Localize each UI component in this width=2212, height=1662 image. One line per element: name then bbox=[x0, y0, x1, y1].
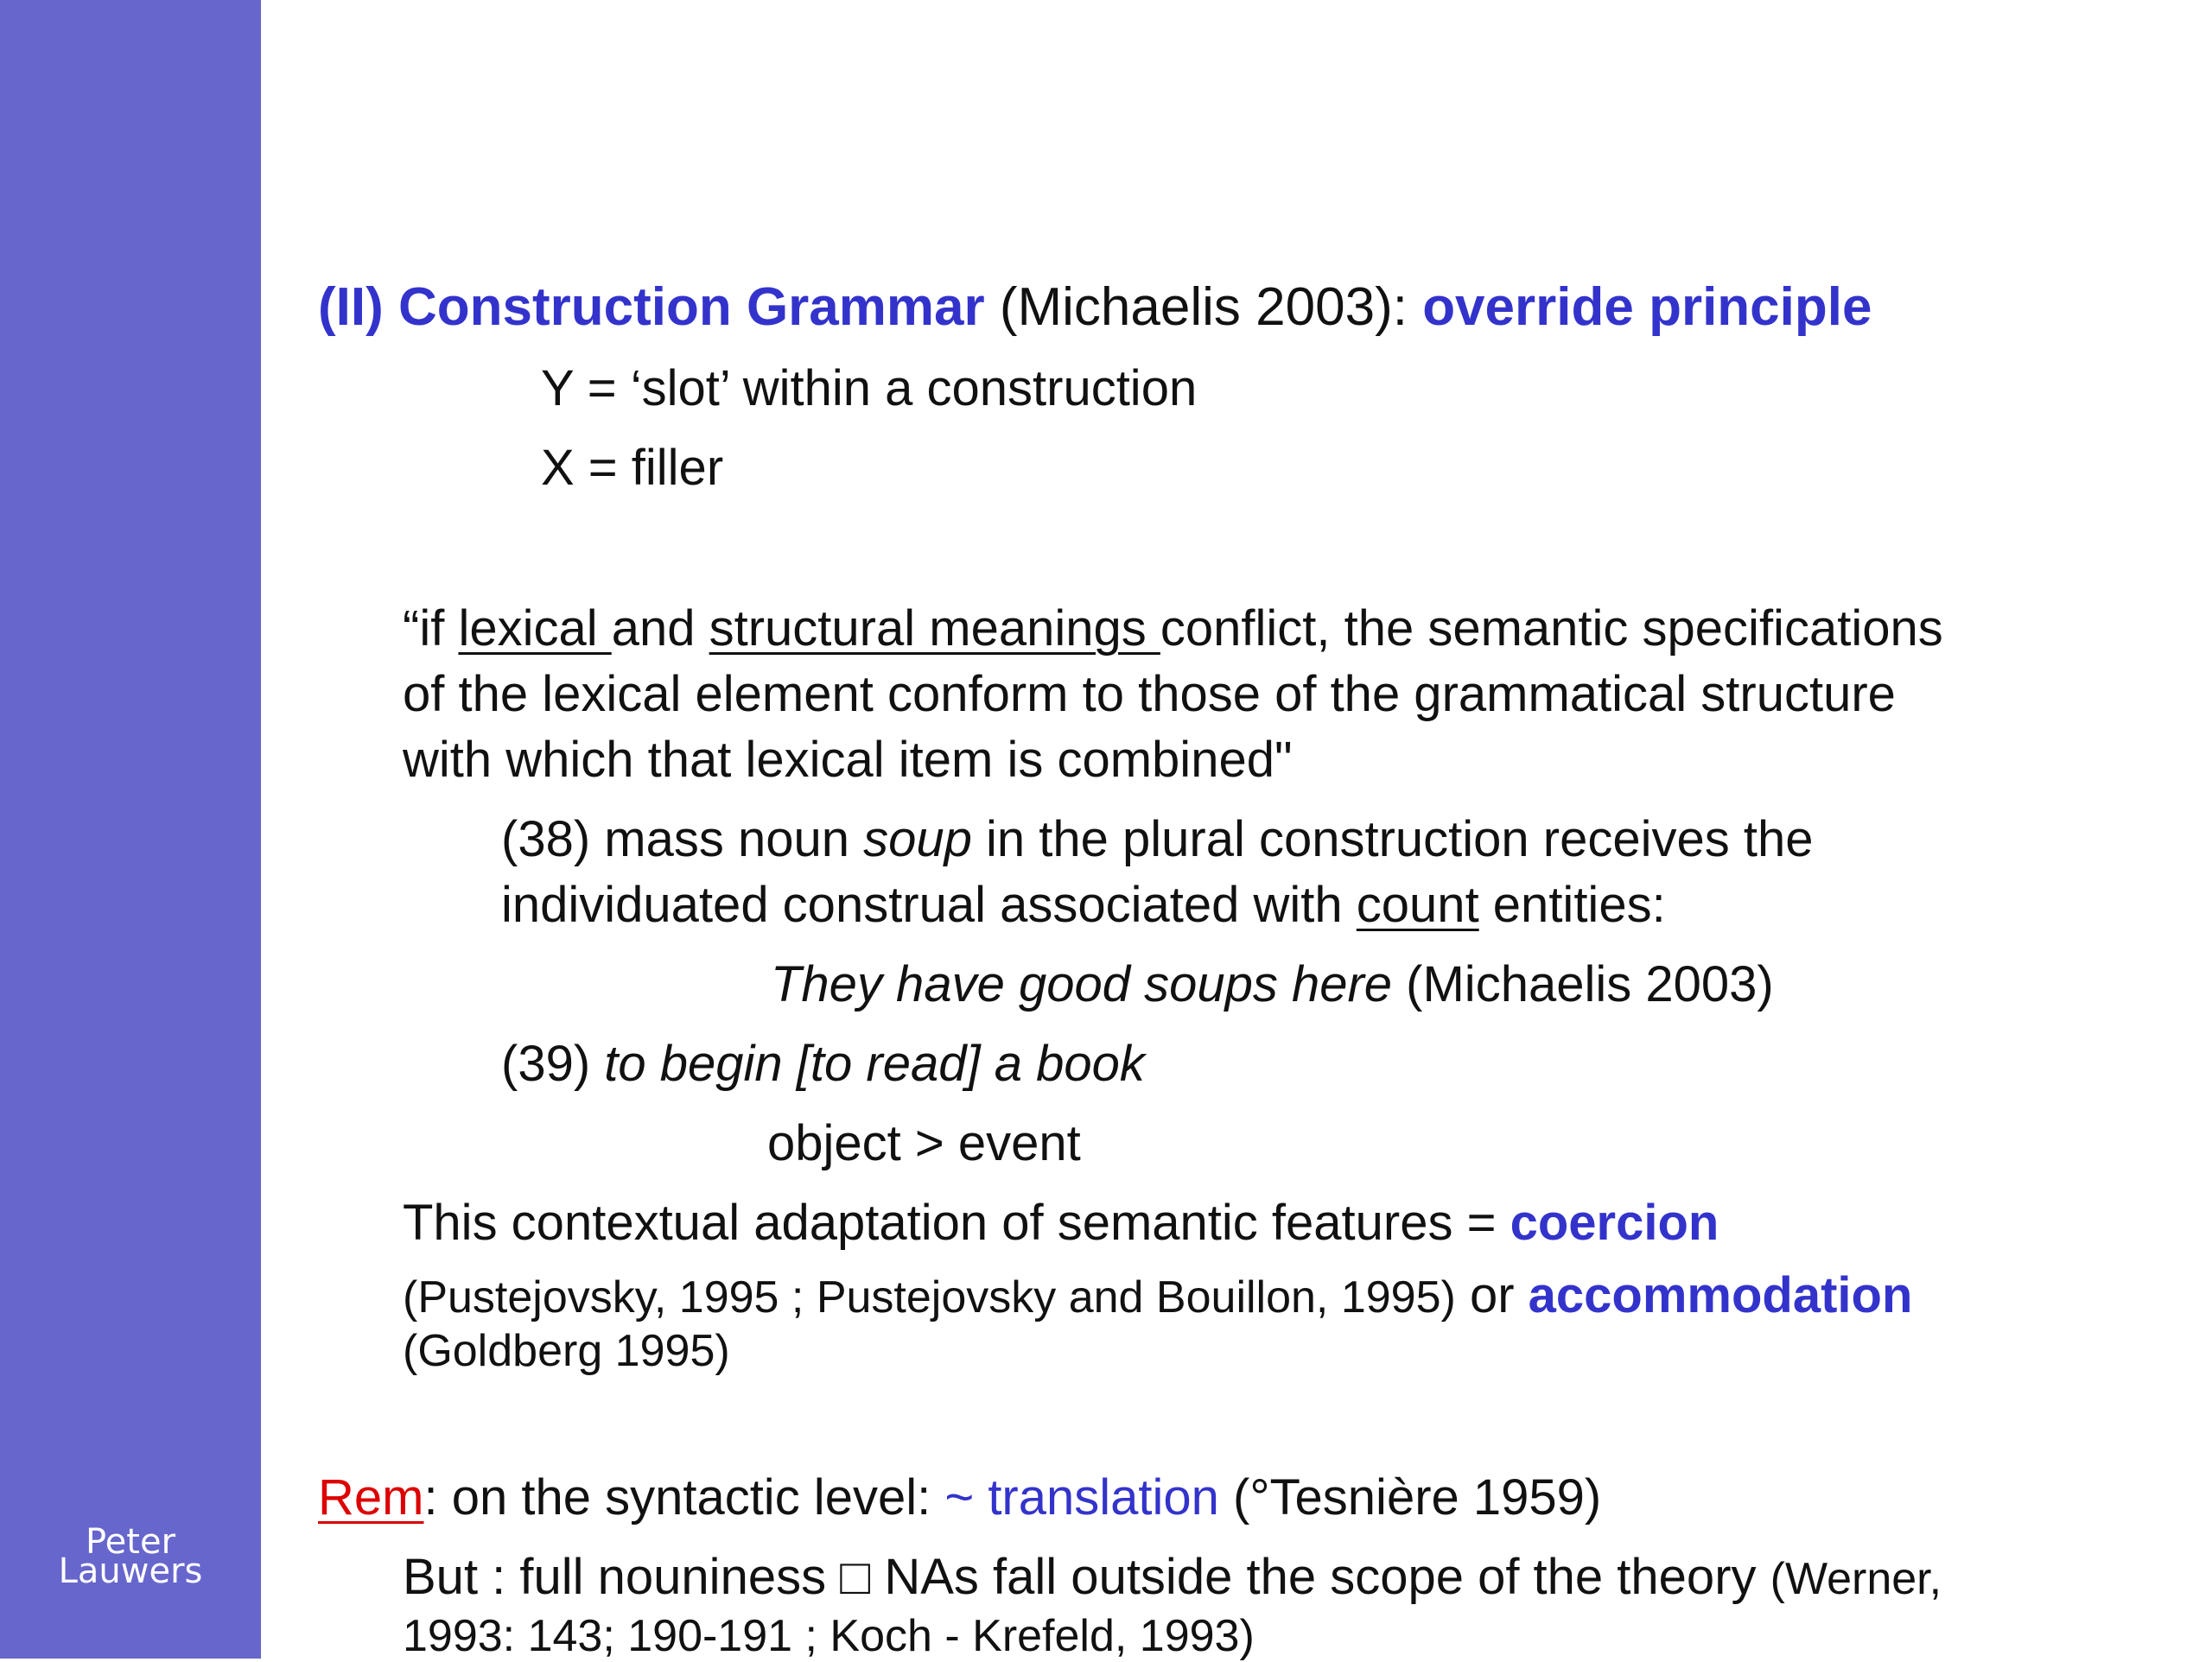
example-38-sentence-text: They have good soups here bbox=[771, 956, 1393, 1012]
title-term: override principle bbox=[1422, 277, 1872, 337]
coercion-term: coercion bbox=[1510, 1195, 1719, 1251]
but-text: But : full nouniness bbox=[403, 1549, 841, 1605]
example-38-number: (38) mass noun bbox=[501, 811, 864, 867]
example-38-citation: (Michaelis 2003) bbox=[1392, 956, 1774, 1012]
remark-text: : on the syntactic level: bbox=[423, 1469, 945, 1526]
quote-lexical: lexical bbox=[458, 600, 612, 657]
example-38-line-2 bbox=[501, 876, 1666, 934]
author-first-name: Peter bbox=[85, 1522, 176, 1562]
author-last-name: Lauwers bbox=[58, 1551, 203, 1591]
coercion-citation-line bbox=[403, 1266, 1912, 1324]
but-text-2: NAs fall outside the scope of the theory bbox=[870, 1549, 1770, 1605]
quote-and: and bbox=[611, 600, 709, 657]
title-prefix: (II) Construction Grammar bbox=[318, 277, 985, 337]
coercion-citation: (Pustejovsky, 1995 ; Pustejovsky and Bouillon, 1995) bbox=[403, 1272, 1456, 1323]
example-38-line-1 bbox=[501, 810, 1814, 868]
example-38-entities: entities: bbox=[1478, 877, 1666, 933]
slide-title bbox=[318, 276, 1872, 338]
definition-y: Y = ‘slot’ within a construction bbox=[541, 360, 1198, 416]
coercion-text: This contextual adaptation of semantic features = bbox=[403, 1195, 1510, 1251]
accommodation-citation: (Goldberg 1995) bbox=[403, 1326, 730, 1376]
missing-glyph-icon: □ bbox=[840, 1549, 871, 1605]
author-logo bbox=[0, 1522, 261, 1591]
example-38-soup: soup bbox=[863, 811, 972, 867]
example-38-rest: in the plural construction receives the bbox=[971, 811, 1814, 867]
example-39 bbox=[501, 1035, 1145, 1093]
remark-term: ~ translation bbox=[944, 1469, 1219, 1526]
title-citation: (Michaelis 2003): bbox=[984, 277, 1423, 337]
remark-label: Rem bbox=[318, 1469, 424, 1526]
remark-line bbox=[318, 1469, 1601, 1526]
example-38-count: count bbox=[1356, 877, 1479, 933]
example-39-number: (39) bbox=[501, 1036, 605, 1092]
quote-line-3: with which that lexical item is combined" bbox=[403, 732, 1293, 788]
coercion-or: or bbox=[1455, 1267, 1529, 1323]
definition-x: X = filler bbox=[541, 440, 724, 496]
quote-structural: structural meanings bbox=[709, 600, 1160, 657]
example-38-construal: individuated construal associated with bbox=[501, 877, 1357, 933]
quote-line-2: of the lexical element conform to those of the grammatical structure bbox=[403, 666, 1896, 722]
but-citation-2: 1993: 143; 190-191 ; Koch - Krefeld, 1993) bbox=[403, 1611, 1255, 1661]
remark-citation: (°Tesnière 1959) bbox=[1218, 1469, 1602, 1526]
but-line-1 bbox=[403, 1548, 1942, 1606]
accommodation-term: accommodation bbox=[1528, 1267, 1913, 1323]
example-39-text: to begin [to read] a book bbox=[604, 1036, 1145, 1092]
but-citation-1: (Werner, bbox=[1770, 1554, 1942, 1604]
sidebar bbox=[0, 0, 261, 1659]
example-39-shift: object > event bbox=[767, 1115, 1081, 1171]
coercion-line bbox=[403, 1194, 1719, 1252]
example-38-sentence bbox=[771, 955, 1774, 1013]
quote-line-1 bbox=[403, 599, 1943, 657]
quote-open: “if bbox=[403, 600, 459, 657]
quote-rest: conflict, the semantic specifications bbox=[1160, 600, 1943, 657]
